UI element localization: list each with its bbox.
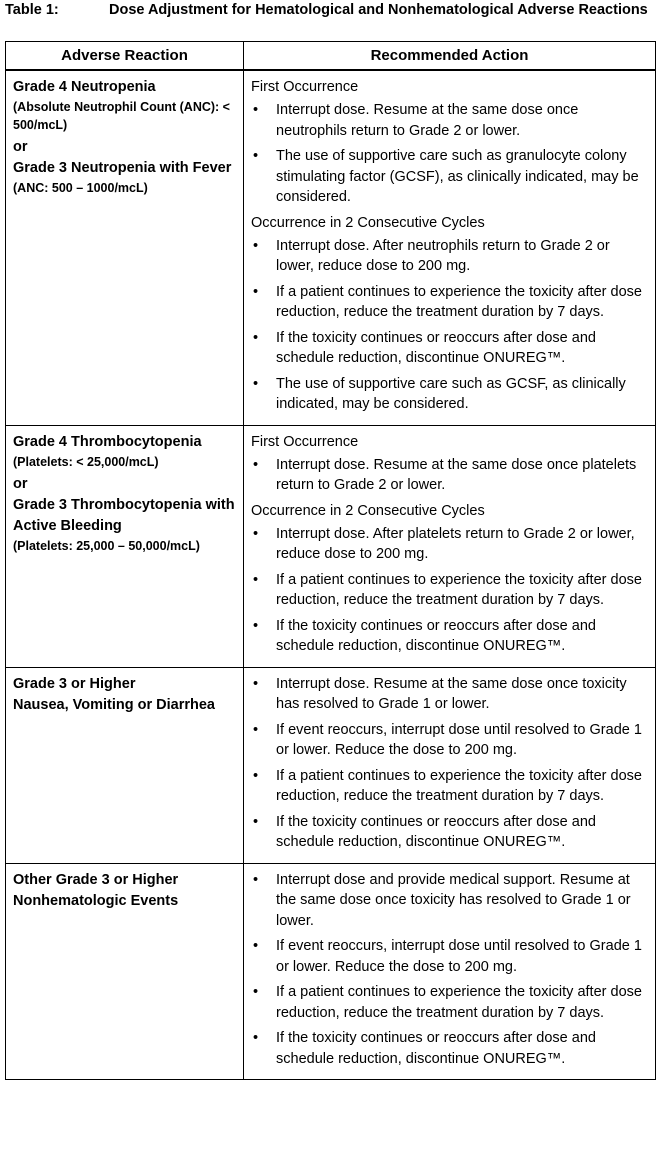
action-text: If the toxicity continues or reoccurs after dose and schedule reduction, discontinue ONUREG™. [276, 1030, 596, 1067]
table-row [6, 70, 656, 425]
action-text: Interrupt dose. Resume at the same dose once platelets return to Grade 2 or lower. [276, 456, 637, 493]
bullet-icon: • [253, 148, 259, 164]
reaction-detail: (Absolute Neutrophil Count (ANC): < 500/mcL) [13, 100, 230, 132]
bullet-icon: • [253, 571, 259, 588]
action-text: Interrupt dose and provide medical support. Resume at the same dose once toxicity has resolved to Grade 1 or lower. [276, 871, 631, 929]
occurrence-heading: First Occurrence [251, 79, 359, 95]
column-header-adverse-reaction: Adverse Reaction [6, 42, 244, 71]
action-text: If a patient continues to experience the toxicity after dose reduction, reduce the treatment duration by 7 days. [276, 984, 642, 1021]
action-list [251, 524, 647, 657]
action-item [251, 870, 647, 932]
reaction-or: or [13, 139, 28, 155]
recommended-action-cell [244, 425, 656, 667]
table-number: Table 1: [5, 2, 59, 18]
table-header-row [6, 42, 656, 71]
action-item [251, 936, 647, 977]
reaction-or: or [13, 475, 28, 492]
action-item [251, 570, 647, 611]
action-text: The use of supportive care such as granulocyte colony stimulating factor (GCSF), as clinically indicated, may be considered. [276, 148, 639, 205]
action-text: Interrupt dose. Resume at the same dose once neutrophils return to Grade 2 or lower. [276, 102, 579, 139]
action-item [251, 674, 647, 715]
bullet-icon: • [253, 1030, 259, 1046]
action-list [251, 455, 647, 496]
action-text: If the toxicity continues or reoccurs after dose and schedule reduction, discontinue ONUREG™. [276, 329, 596, 366]
action-item [251, 616, 647, 657]
action-list [251, 870, 647, 1070]
action-text: If a patient continues to experience the toxicity after dose reduction, reduce the treatment duration by 7 days. [276, 767, 642, 804]
table-row [6, 863, 656, 1080]
action-item [251, 146, 647, 208]
table-caption [5, 2, 655, 19]
occurrence-heading: Occurrence in 2 Consecutive Cycles [251, 502, 485, 519]
column-header-recommended-action: Recommended Action [244, 42, 656, 71]
action-item [251, 982, 647, 1023]
action-item [251, 328, 647, 369]
reaction-detail: (Platelets: 25,000 – 50,000/mcL) [13, 538, 200, 553]
action-text: The use of supportive care such as GCSF, as clinically indicated, may be considered. [276, 375, 626, 412]
reaction-name: Other Grade 3 or Higher Nonhematologic Events [13, 871, 179, 909]
occurrence-heading: Occurrence in 2 Consecutive Cycles [251, 214, 485, 231]
bullet-icon: • [253, 283, 259, 300]
bullet-icon: • [253, 375, 259, 392]
action-text: If the toxicity continues or reoccurs after dose and schedule reduction, discontinue ONUREG™. [276, 813, 596, 850]
table-row [6, 425, 656, 667]
bullet-icon: • [253, 617, 259, 634]
action-text: If a patient continues to experience the toxicity after dose reduction, reduce the treatment duration by 7 days. [276, 571, 642, 608]
reaction-name: Grade 4 Neutropenia [13, 79, 156, 95]
reaction-detail: (ANC: 500 – 1000/mcL) [13, 181, 148, 195]
table-row [6, 667, 656, 863]
action-item [251, 1028, 647, 1069]
adverse-reaction-cell [6, 667, 244, 863]
action-text: If event reoccurs, interrupt dose until resolved to Grade 1 or lower. Reduce the dose to 200 mg. [276, 721, 642, 758]
reaction-name: Grade 3 or Higher [13, 675, 136, 692]
reaction-name: Grade 4 Thrombocytopenia [13, 433, 202, 450]
bullet-icon: • [253, 525, 259, 542]
table-body [6, 70, 656, 1080]
bullet-icon: • [253, 675, 259, 692]
bullet-icon: • [253, 813, 259, 830]
action-list [251, 100, 647, 208]
action-item [251, 100, 647, 141]
action-item [251, 236, 647, 277]
recommended-action-cell [244, 863, 656, 1080]
reaction-detail: (Platelets: < 25,000/mcL) [13, 454, 159, 469]
action-item [251, 455, 647, 496]
bullet-icon: • [253, 871, 259, 888]
table-title: Dose Adjustment for Hematological and Nonhematological Adverse Reactions [109, 2, 648, 18]
action-item [251, 374, 647, 415]
action-item [251, 720, 647, 761]
action-text: If the toxicity continues or reoccurs after dose and schedule reduction, discontinue ONUREG™. [276, 617, 596, 654]
dose-adjustment-table [5, 41, 656, 1080]
recommended-action-cell [244, 667, 656, 863]
action-text: If a patient continues to experience the toxicity after dose reduction, reduce the treatment duration by 7 days. [276, 283, 642, 320]
reaction-name: Nausea, Vomiting or Diarrhea [13, 696, 215, 713]
bullet-icon: • [253, 767, 259, 784]
bullet-icon: • [253, 329, 259, 346]
bullet-icon: • [253, 237, 259, 254]
bullet-icon: • [253, 721, 259, 738]
adverse-reaction-cell [6, 863, 244, 1080]
action-text: Interrupt dose. Resume at the same dose once toxicity has resolved to Grade 1 or lower. [276, 675, 627, 712]
action-list [251, 236, 647, 415]
occurrence-heading: First Occurrence [251, 433, 359, 450]
reaction-name: Grade 3 Neutropenia with Fever [13, 160, 232, 176]
action-item [251, 812, 647, 853]
bullet-icon: • [253, 938, 259, 954]
action-item [251, 282, 647, 323]
action-item [251, 766, 647, 807]
reaction-name: Grade 3 Thrombocytopenia with Active Bleeding [13, 496, 235, 534]
action-text: Interrupt dose. After platelets return to Grade 2 or lower, reduce dose to 200 mg. [276, 525, 635, 562]
action-text: Interrupt dose. After neutrophils return to Grade 2 or lower, reduce dose to 200 mg. [276, 237, 610, 274]
action-list [251, 674, 647, 853]
recommended-action-cell [244, 70, 656, 425]
adverse-reaction-cell [6, 70, 244, 425]
adverse-reaction-cell [6, 425, 244, 667]
action-item [251, 524, 647, 565]
bullet-icon: • [253, 102, 259, 118]
bullet-icon: • [253, 456, 259, 473]
bullet-icon: • [253, 984, 259, 1000]
action-text: If event reoccurs, interrupt dose until resolved to Grade 1 or lower. Reduce the dose to 200 mg. [276, 938, 642, 975]
